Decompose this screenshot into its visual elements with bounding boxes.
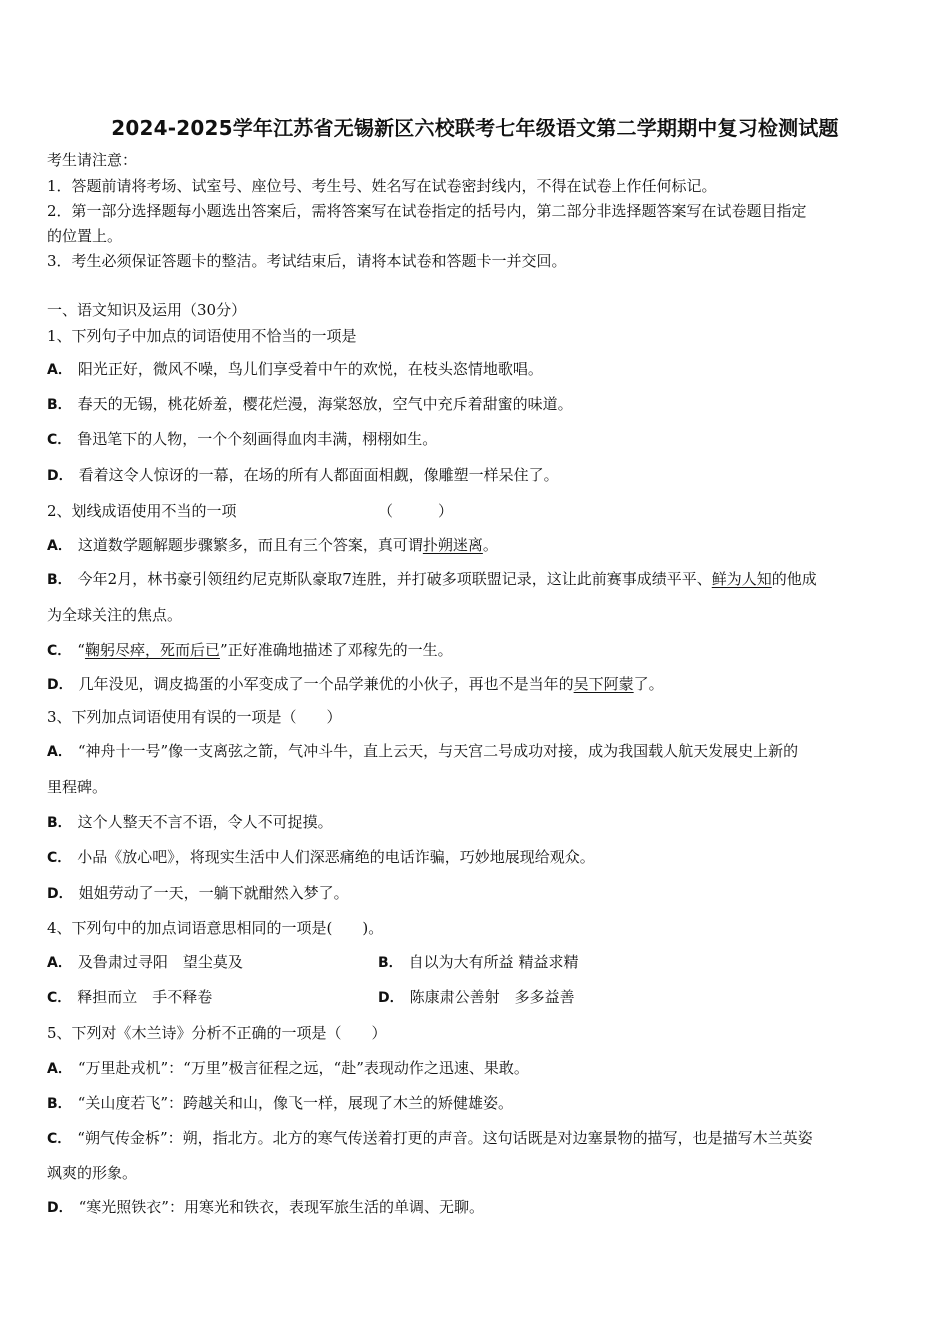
- option-label: C．: [47, 432, 72, 448]
- option-text: 陈康肃公善射 多多益善: [409, 988, 575, 1006]
- option-label: A．: [47, 955, 72, 971]
- option-text: ”正好准确地描述了邓稼先的一生。: [219, 641, 453, 659]
- option-label: D．: [47, 1200, 73, 1216]
- option-text: 几年没见，调皮捣蛋的小军变成了一个品学兼优的小伙子，再也不是当年的: [78, 675, 574, 693]
- q2-answer-paren: （ ）: [378, 502, 454, 520]
- q3-option-c: [47, 847, 595, 868]
- option-label: A．: [47, 362, 72, 378]
- option-label: A．: [47, 744, 72, 760]
- q4-option-a: [47, 952, 243, 973]
- q4-stem: 4、下列句中的加点词语意思相同的一项是( )。: [47, 919, 384, 937]
- q5-option-c: [47, 1128, 813, 1149]
- option-text: “万里赴戎机”：“万里”极言征程之远，“赴”表现动作之迅速、果敢。: [77, 1059, 529, 1077]
- option-label: C．: [47, 850, 72, 866]
- q1-option-b: [47, 394, 573, 415]
- q2-option-a: [47, 535, 498, 556]
- option-text: “: [77, 641, 85, 659]
- option-label: C．: [47, 1131, 72, 1147]
- option-text: 这道数学题解题步骤繁多，而且有三个答案，真可谓: [77, 536, 423, 554]
- q2-option-b-cont: 为全球关注的焦点。: [47, 606, 183, 624]
- q3-option-d: [47, 883, 349, 904]
- q5-option-a: [47, 1058, 529, 1079]
- section-heading: 一、语文知识及运用（30分）: [47, 301, 247, 319]
- q2-stem-text: 2、划线成语使用不当的一项: [47, 502, 237, 520]
- underlined-idiom: 鲜为人知: [711, 570, 772, 588]
- option-text: “朔气传金柝”：朔，指北方。北方的寒气传送着打更的声音。这句话既是对边塞景物的描写，也是描写木兰英姿: [77, 1129, 813, 1147]
- option-text: 小品《放心吧》，将现实生活中人们深恶痛绝的电话诈骗，巧妙地展现给观众。: [77, 848, 595, 866]
- option-label: B．: [47, 572, 72, 588]
- option-text: “关山度若飞”：跨越关和山，像飞一样，展现了木兰的矫健雄姿。: [77, 1094, 514, 1112]
- option-text: 这个人整天不言不语，令人不可捉摸。: [77, 813, 333, 831]
- q5-option-b: [47, 1093, 513, 1114]
- q3-option-a: [47, 741, 798, 762]
- notice-item-1: 1．答题前请将考场、试室号、座位号、考生号、姓名写在试卷密封线内，不得在试卷上作任何标记。: [47, 177, 717, 195]
- option-label: B．: [47, 815, 72, 831]
- q1-option-a: [47, 359, 543, 380]
- q2-option-c: [47, 640, 453, 661]
- notice-heading: 考生请注意：: [47, 151, 138, 169]
- q4-option-b: [378, 952, 578, 973]
- option-label: B．: [47, 1096, 72, 1112]
- q5-option-d: [47, 1197, 484, 1218]
- q3-stem: 3、下列加点词语使用有误的一项是（ ）: [47, 708, 342, 726]
- option-text: “寒光照铁衣”：用寒光和铁衣，表现军旅生活的单调、无聊。: [78, 1198, 484, 1216]
- option-text: 自以为大有所益 精益求精: [408, 953, 579, 971]
- option-label: A．: [47, 1061, 72, 1077]
- option-label: D．: [47, 677, 73, 693]
- q5-option-c-cont: 飒爽的形象。: [47, 1164, 138, 1182]
- option-text: 鲁迅笔下的人物，一个个刻画得血肉丰满，栩栩如生。: [77, 430, 438, 448]
- q1-option-d: [47, 465, 559, 486]
- option-label: D．: [378, 990, 404, 1006]
- underlined-idiom: 扑朔迷离: [422, 536, 483, 554]
- option-label: B．: [47, 397, 72, 413]
- q4-option-d: [378, 987, 575, 1008]
- q1-stem: 1、下列句子中加点的词语使用不恰当的一项是: [47, 327, 357, 345]
- option-text: 。: [482, 536, 498, 554]
- option-text: 释担而立 手不释卷: [77, 988, 213, 1006]
- notice-item-3: 3．考生必须保证答题卡的整洁。考试结束后，请将本试卷和答题卡一并交回。: [47, 252, 567, 270]
- option-text: 阳光正好，微风不噪，鸟儿们享受着中午的欢悦，在枝头恣情地歌唱。: [77, 360, 543, 378]
- option-label: D．: [47, 468, 73, 484]
- option-text: 的他成: [771, 570, 817, 588]
- q5-stem: 5、下列对《木兰诗》分析不正确的一项是（ ）: [47, 1024, 387, 1042]
- option-text: 看着这令人惊讶的一幕，在场的所有人都面面相觑，像雕塑一样呆住了。: [78, 466, 559, 484]
- option-text: 姐姐劳动了一天，一躺下就酣然入梦了。: [78, 884, 349, 902]
- q1-option-c: [47, 429, 437, 450]
- option-text: “神舟十一号”像一支离弦之箭，气冲斗牛，直上云天，与天宫二号成功对接，成为我国载人航天发展史上新的: [77, 742, 799, 760]
- underlined-idiom: 吴下阿蒙: [573, 675, 634, 693]
- option-label: D．: [47, 886, 73, 902]
- option-label: A．: [47, 538, 72, 554]
- option-label: B．: [378, 955, 403, 971]
- option-text: 今年2月，林书豪引领纽约尼克斯队豪取7连胜，并打破多项联盟记录，这让此前赛事成绩平平、: [77, 570, 712, 588]
- underlined-idiom: 鞠躬尽瘁，死而后已: [84, 641, 220, 659]
- option-text: 了。: [633, 675, 664, 693]
- q4-option-c: [47, 987, 212, 1008]
- q2-option-b: [47, 569, 817, 590]
- option-label: C．: [47, 643, 72, 659]
- notice-item-2-cont: 的位置上。: [47, 227, 123, 245]
- q2-stem: [47, 501, 237, 521]
- option-text: 及鲁肃过寻阳 望尘莫及: [77, 953, 243, 971]
- q3-option-a-cont: 里程碑。: [47, 778, 108, 796]
- page-title: 2024-2025学年江苏省无锡新区六校联考七年级语文第二学期期中复习检测试题: [111, 116, 839, 140]
- option-text: 春天的无锡，桃花娇羞，樱花烂漫，海棠怒放，空气中充斥着甜蜜的味道。: [77, 395, 573, 413]
- option-label: C．: [47, 990, 72, 1006]
- q2-option-d: [47, 674, 664, 695]
- notice-item-2: 2．第一部分选择题每小题选出答案后，需将答案写在试卷指定的括号内，第二部分非选择题答案写在试卷题目指定: [47, 202, 807, 220]
- q3-option-b: [47, 812, 333, 833]
